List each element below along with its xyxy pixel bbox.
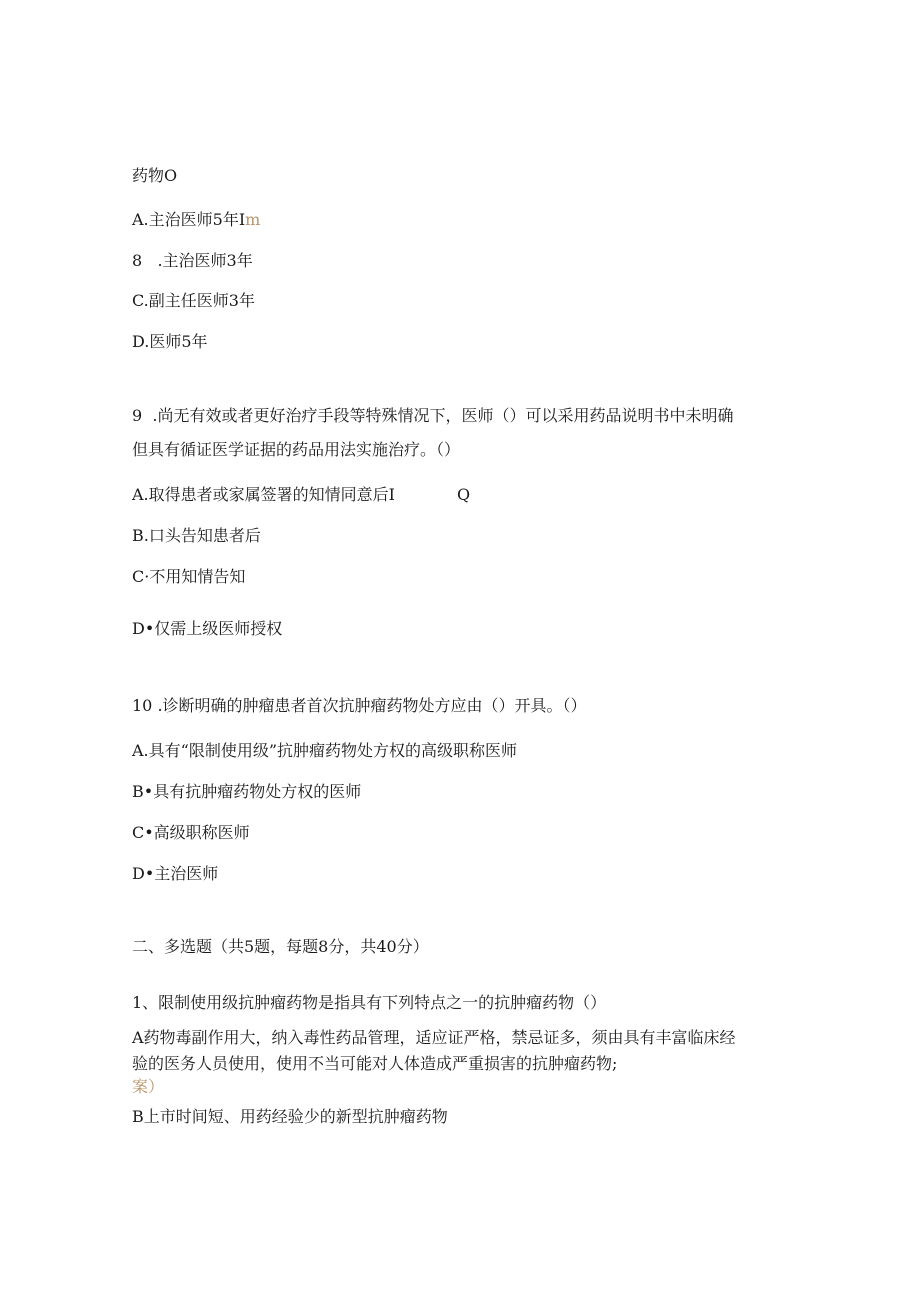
- mq1-option-a-line2: 验的医务人员使用，使用不当可能对人体造成严重损害的抗肿瘤药物;: [132, 1054, 618, 1073]
- mq1-option-b: B上市时间短、用药经验少的新型抗肿瘤药物: [132, 1107, 448, 1126]
- q10-option-d: D•主治医师: [132, 864, 219, 883]
- q9-stem-line1: 9 .尚无有效或者更好治疗手段等特殊情况下，医师（）可以采用药品说明书中未明确: [132, 406, 734, 425]
- mq1-stem: 1、限制使用级抗肿瘤药物是指具有下列特点之一的抗肿瘤药物（）: [132, 993, 607, 1012]
- q8-option-a: [132, 209, 260, 231]
- q8-option-a-text: A.主治医师5年I: [132, 210, 246, 229]
- q8-option-b: 8 .主治医师3年: [132, 251, 253, 270]
- q9-option-a: [132, 484, 470, 506]
- q10-option-b: B•具有抗肿瘤药物处方权的医师: [132, 782, 362, 801]
- mq1-option-a-line1: A药物毒副作用大，纳入毒性药品管理，适应证严格，禁忌证多，须由具有丰富临床经: [132, 1028, 736, 1047]
- q8-stem-tail: 药物O: [132, 166, 178, 185]
- q9-option-d: D•仅需上级医师授权: [132, 619, 283, 638]
- q9-option-c: C·不用知情告知: [132, 567, 246, 586]
- q8-option-d: D.医师5年: [132, 332, 208, 351]
- q9-option-a-mark: Q: [456, 485, 471, 504]
- q8-option-a-faded: m: [245, 210, 261, 229]
- q10-option-c: C•高级职称医师: [132, 823, 250, 842]
- mq1-faded-note: 案）: [132, 1077, 165, 1096]
- q8-option-c: C.副主任医师3年: [132, 291, 255, 310]
- q9-option-b: B.口头告知患者后: [132, 526, 261, 545]
- q10-stem: 10 .诊断明确的肿瘤患者首次抗肿瘤药物处方应由（）开具。（）: [132, 696, 587, 715]
- q10-option-a: A.具有“限制使用级”抗肿瘤药物处方权的高级职称医师: [132, 741, 518, 760]
- section2-heading: 二、多选题（共5题，每题8分，共40分）: [132, 937, 429, 956]
- q9-option-a-text: A.取得患者或家属签署的知情同意后I: [132, 485, 395, 504]
- q9-stem-line2: 但具有循证医学证据的药品用法实施治疗。（）: [132, 440, 461, 459]
